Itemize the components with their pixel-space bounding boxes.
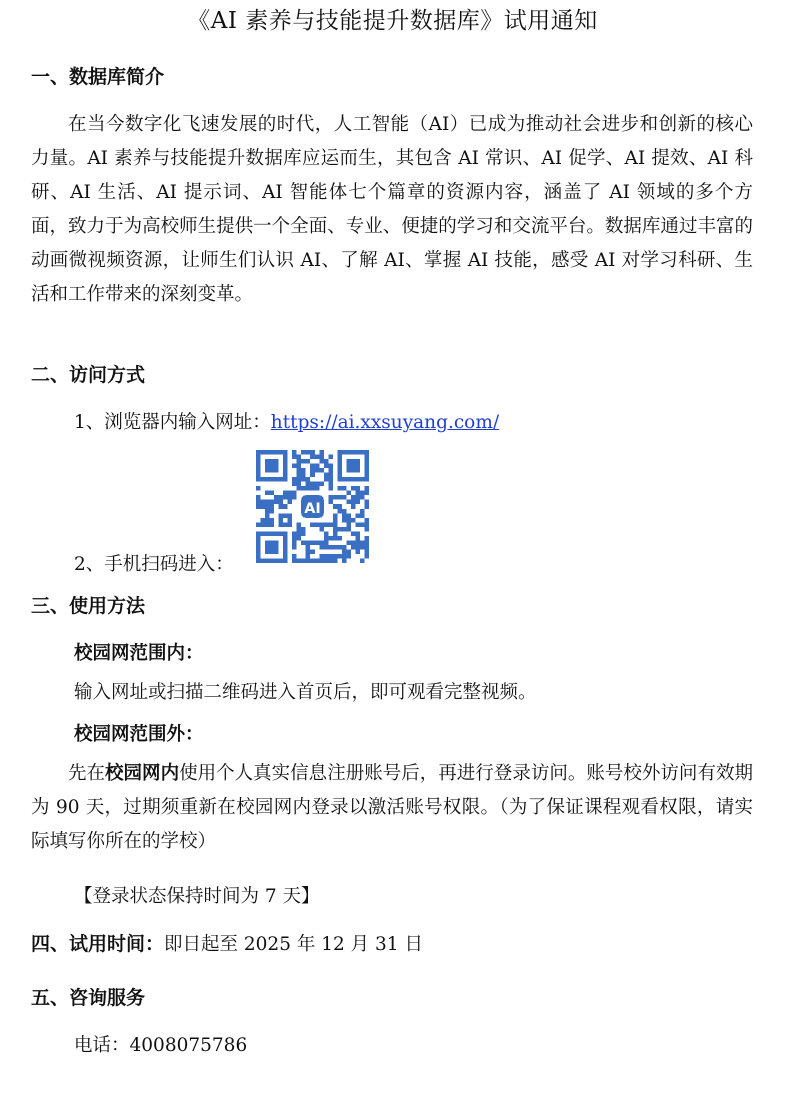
qr-center-logo: AI xyxy=(304,500,321,517)
qr-code[interactable] xyxy=(256,450,369,563)
outside-text-pre: 先在 xyxy=(68,763,106,784)
section5-heading: 五、咨询服务 xyxy=(31,987,146,1009)
section2-heading: 二、访问方式 xyxy=(31,364,146,386)
page-title: 《AI 素养与技能提升数据库》试用通知 xyxy=(187,8,598,34)
outside-campus-text xyxy=(31,757,753,859)
outside-text-rest: 使用个人真实信息注册账号后，再进行登录访问。账号校外访问有效期为 90 天，过期须重新在校园网内登录以激活账号权限。（为了保证课程观看权限，请实际填写你所在的学校） xyxy=(31,763,753,852)
trial-period xyxy=(31,931,423,958)
outside-text-bold: 校园网内 xyxy=(105,763,180,784)
section1-body: 在当今数字化飞速发展的时代，人工智能（AI）已成为推动社会进步和创新的核心力量。AI 素养与技能提升数据库应运而生，其包含 AI 常识、AI 促学、AI 提效、AI 科研、AI 生活、AI 提示词、AI 智能体七个篇章的资源内容，涵盖了 AI 领域的多个方面，致力于为高校师生提供一个全面、专业、便捷的学习和交流平台。数据库通过丰富的动画微视频资源，让师生们认识 AI、了解 AI、掌握 AI 技能，感受 AI 对学习科研、生活和工作带来的深刻变革。 xyxy=(31,114,753,305)
inside-campus-label: 校园网范围内： xyxy=(74,643,204,664)
phone-label: 电话： xyxy=(74,1035,130,1056)
access-item-url xyxy=(74,410,499,436)
inside-campus-text: 输入网址或扫描二维码进入首页后，即可观看完整视频。 xyxy=(74,682,537,703)
phone-number: 4008075786 xyxy=(129,1035,248,1056)
section1-heading: 一、数据库简介 xyxy=(31,66,165,88)
contact-phone xyxy=(74,1033,247,1059)
section3-heading: 三、使用方法 xyxy=(31,595,146,617)
login-duration-note: 【登录状态保持时间为 7 天】 xyxy=(74,886,320,907)
access-item1-label: 1、浏览器内输入网址： xyxy=(74,412,271,433)
website-link[interactable]: https://ai.xxsuyang.com/ xyxy=(270,412,500,433)
trial-period-text: 即日起至 2025 年 12 月 31 日 xyxy=(164,934,423,955)
access-item2-label: 2、手机扫码进入： xyxy=(74,554,234,575)
outside-campus-label: 校园网范围外： xyxy=(74,724,204,745)
section4-heading: 四、试用时间： xyxy=(31,933,165,955)
